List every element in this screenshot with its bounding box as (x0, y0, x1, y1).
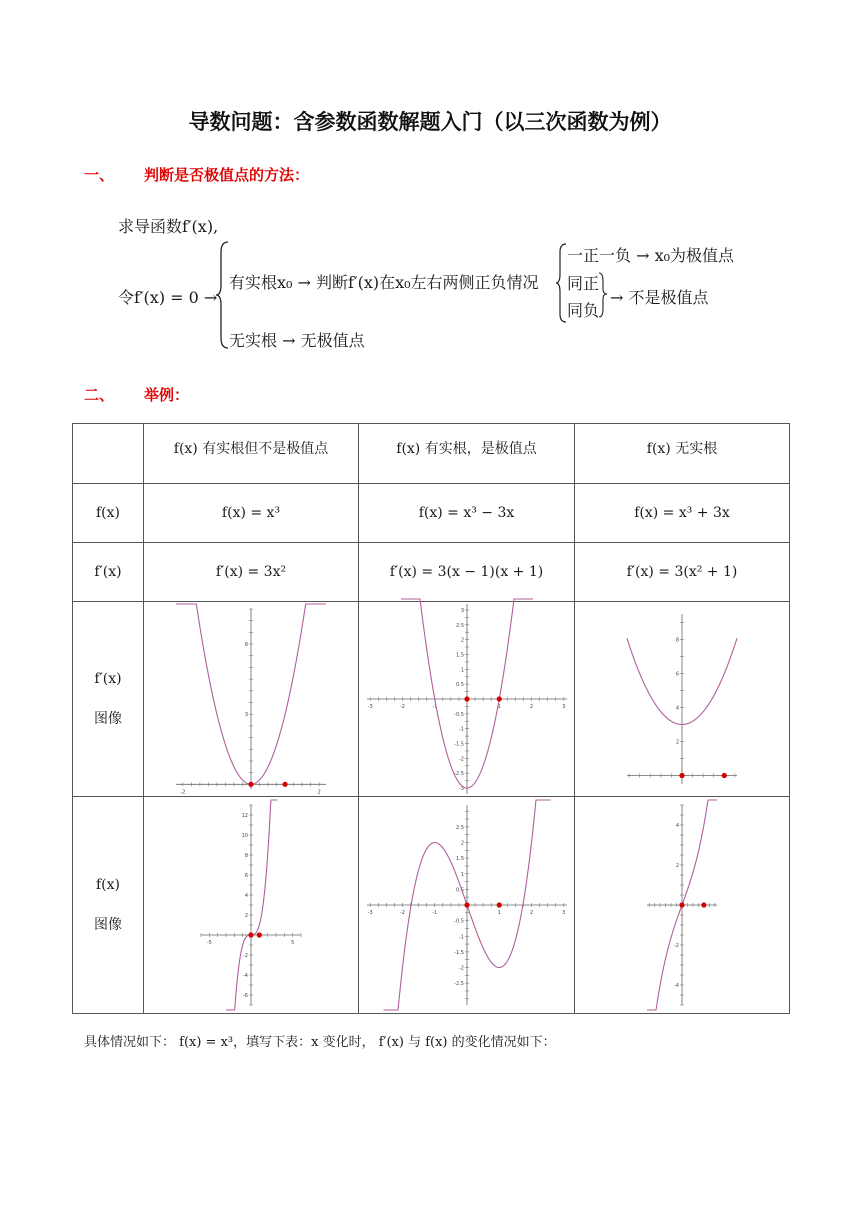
graph-cell-f1 (144, 797, 359, 1014)
fx-cell-3: f(x) = x³ + 3x (575, 484, 790, 543)
function-plot-1 (201, 805, 301, 1005)
fgraph-label-image: 图像 (94, 917, 122, 933)
case-not-extreme: → 不是极值点 (610, 288, 709, 307)
marked-point (701, 902, 706, 907)
y-tick-label: 6 (244, 873, 248, 879)
case-same-negative: 同负 (567, 301, 600, 320)
x-tick-label: 5 (291, 940, 295, 946)
derivative-plot-2 (367, 604, 567, 794)
y-tick-label: 8 (244, 853, 248, 859)
graph-cell-d3 (575, 602, 790, 797)
graph-cell-f2 (359, 797, 575, 1014)
dfx-cell-1: f′(x) = 3x² (144, 543, 359, 602)
y-tick-label: -1.5 (453, 949, 464, 956)
x-tick-label: 3 (561, 910, 565, 916)
marked-point (282, 782, 287, 787)
y-tick-label: 6 (675, 671, 679, 678)
y-tick-label: 1.5 (455, 856, 464, 863)
y-tick-label: 2 (244, 913, 248, 919)
section-2-heading: 举例： (144, 386, 190, 404)
graph-cell-d1 (144, 602, 359, 797)
dfx-cell-2: f′(x) = 3(x − 1)(x + 1) (359, 543, 575, 602)
y-tick-label: -1 (458, 726, 464, 733)
x-tick-label: -2 (180, 789, 186, 796)
method-intro: 求导函数f′(x), (118, 217, 219, 236)
y-tick-label: 4 (244, 893, 248, 899)
section-1-number: 一、 (84, 166, 115, 184)
x-tick-label: -3 (367, 910, 373, 916)
derivative-plot-3 (627, 614, 737, 784)
case-one-pos-one-neg: 一正一负 → x₀为极值点 (567, 246, 735, 265)
y-tick-label: -4 (674, 983, 679, 989)
y-tick-label: -6 (243, 993, 248, 999)
header-case-3: f(x) 无实根 (575, 424, 790, 484)
x-tick-label: 2 (529, 910, 533, 916)
header-case-2: f(x) 有实根，是极值点 (359, 424, 575, 484)
y-tick-label: -1 (458, 934, 464, 941)
marked-point (722, 773, 727, 778)
graph-cell-f3 (575, 797, 790, 1014)
marked-point (464, 696, 469, 701)
y-tick-label: 2 (460, 637, 464, 644)
y-tick-label: 2 (460, 840, 464, 847)
marked-point (679, 902, 684, 907)
dgraph-label-func: f′(x) (94, 671, 122, 687)
x-tick-label: -3 (367, 704, 373, 710)
y-tick-label: 3 (460, 607, 464, 614)
marked-point (248, 782, 253, 787)
x-tick-label: -2 (399, 910, 405, 916)
x-tick-label: 2 (317, 789, 321, 796)
row-label-fgraph (73, 797, 144, 1014)
case-same-positive: 同正 (567, 274, 600, 293)
x-tick-label: 1 (497, 910, 501, 916)
y-tick-label: 10 (241, 833, 248, 839)
y-tick-label: 2.5 (455, 622, 464, 629)
y-tick-label: -2 (458, 756, 464, 763)
y-tick-label: 2.5 (455, 824, 464, 831)
marked-point (496, 902, 501, 907)
y-tick-label: 4 (675, 705, 679, 712)
marked-point (248, 932, 253, 937)
y-tick-label: -0.5 (453, 918, 464, 925)
section-2-number: 二、 (84, 386, 115, 404)
row-label-dfx: f′(x) (73, 543, 144, 602)
y-tick-label: -2.5 (453, 771, 464, 778)
y-tick-label: 2 (675, 863, 679, 869)
graph-cell-d2 (359, 602, 575, 797)
y-tick-label: 2 (675, 739, 679, 746)
fx-cell-1: f(x) = x³ (144, 484, 359, 543)
x-tick-label: 2 (529, 704, 533, 710)
marked-point (257, 932, 262, 937)
y-tick-label: 1.5 (455, 652, 464, 659)
method-has-root: 有实根x₀ → 判断f′(x)在x₀左右两侧正负情况 (229, 273, 539, 292)
method-no-root: 无实根 → 无极值点 (229, 331, 365, 350)
x-tick-label: -1 (431, 910, 437, 916)
y-tick-label: -3 (458, 786, 464, 793)
fgraph-label-func: f(x) (95, 877, 120, 893)
y-tick-label: 1 (460, 871, 464, 878)
function-plot-2 (367, 805, 567, 1005)
y-tick-label: 4 (675, 823, 679, 829)
y-tick-label: 8 (675, 637, 679, 644)
y-tick-label: 6 (244, 642, 248, 649)
outer-brace (216, 240, 230, 350)
dfx-cell-3: f′(x) = 3(x² + 1) (575, 543, 790, 602)
header-empty (73, 424, 144, 484)
function-plot-3 (647, 805, 717, 1005)
y-tick-label: -0.5 (453, 711, 464, 718)
row-label-fx: f(x) (73, 484, 144, 543)
y-tick-label: -1.5 (453, 741, 464, 748)
y-tick-label: -2.5 (453, 981, 464, 988)
x-tick-label: 3 (561, 704, 565, 710)
marked-point (679, 773, 684, 778)
method-condition: 令f′(x) = 0 → (118, 288, 218, 307)
dgraph-label-image: 图像 (94, 711, 122, 727)
x-tick-label: 1 (497, 704, 501, 710)
y-tick-label: 1 (460, 667, 464, 674)
y-tick-label: -4 (243, 973, 248, 979)
y-tick-label: -2 (458, 965, 464, 972)
x-tick-label: -2 (399, 704, 405, 710)
y-tick-label: 3 (244, 712, 248, 719)
marked-point (496, 696, 501, 701)
y-tick-label: 0.5 (455, 682, 464, 689)
x-tick-label: -5 (206, 940, 212, 946)
footer-note: 具体情况如下： f(x) = x³，填写下表：x 变化时， f′(x) 与 f(x) 的变化情况如下： (84, 1035, 556, 1050)
header-case-1: f(x) 有实根但不是极值点 (144, 424, 359, 484)
row-label-dgraph (73, 602, 144, 797)
y-tick-label: -2 (674, 943, 679, 949)
marked-point (464, 902, 469, 907)
y-tick-label: 12 (241, 813, 248, 819)
fx-cell-2: f(x) = x³ − 3x (359, 484, 575, 543)
x-tick-label: -1 (431, 704, 437, 710)
same-sign-brace (598, 271, 608, 319)
section-1-heading: 判断是否极值点的方法： (144, 166, 310, 184)
example-table (72, 423, 790, 1014)
y-tick-label: -2 (243, 953, 248, 959)
derivative-plot-1 (176, 609, 326, 796)
page-title: 导数问题：含参数函数解题入门（以三次函数为例） (188, 110, 672, 134)
y-tick-label: 0.5 (455, 887, 464, 894)
